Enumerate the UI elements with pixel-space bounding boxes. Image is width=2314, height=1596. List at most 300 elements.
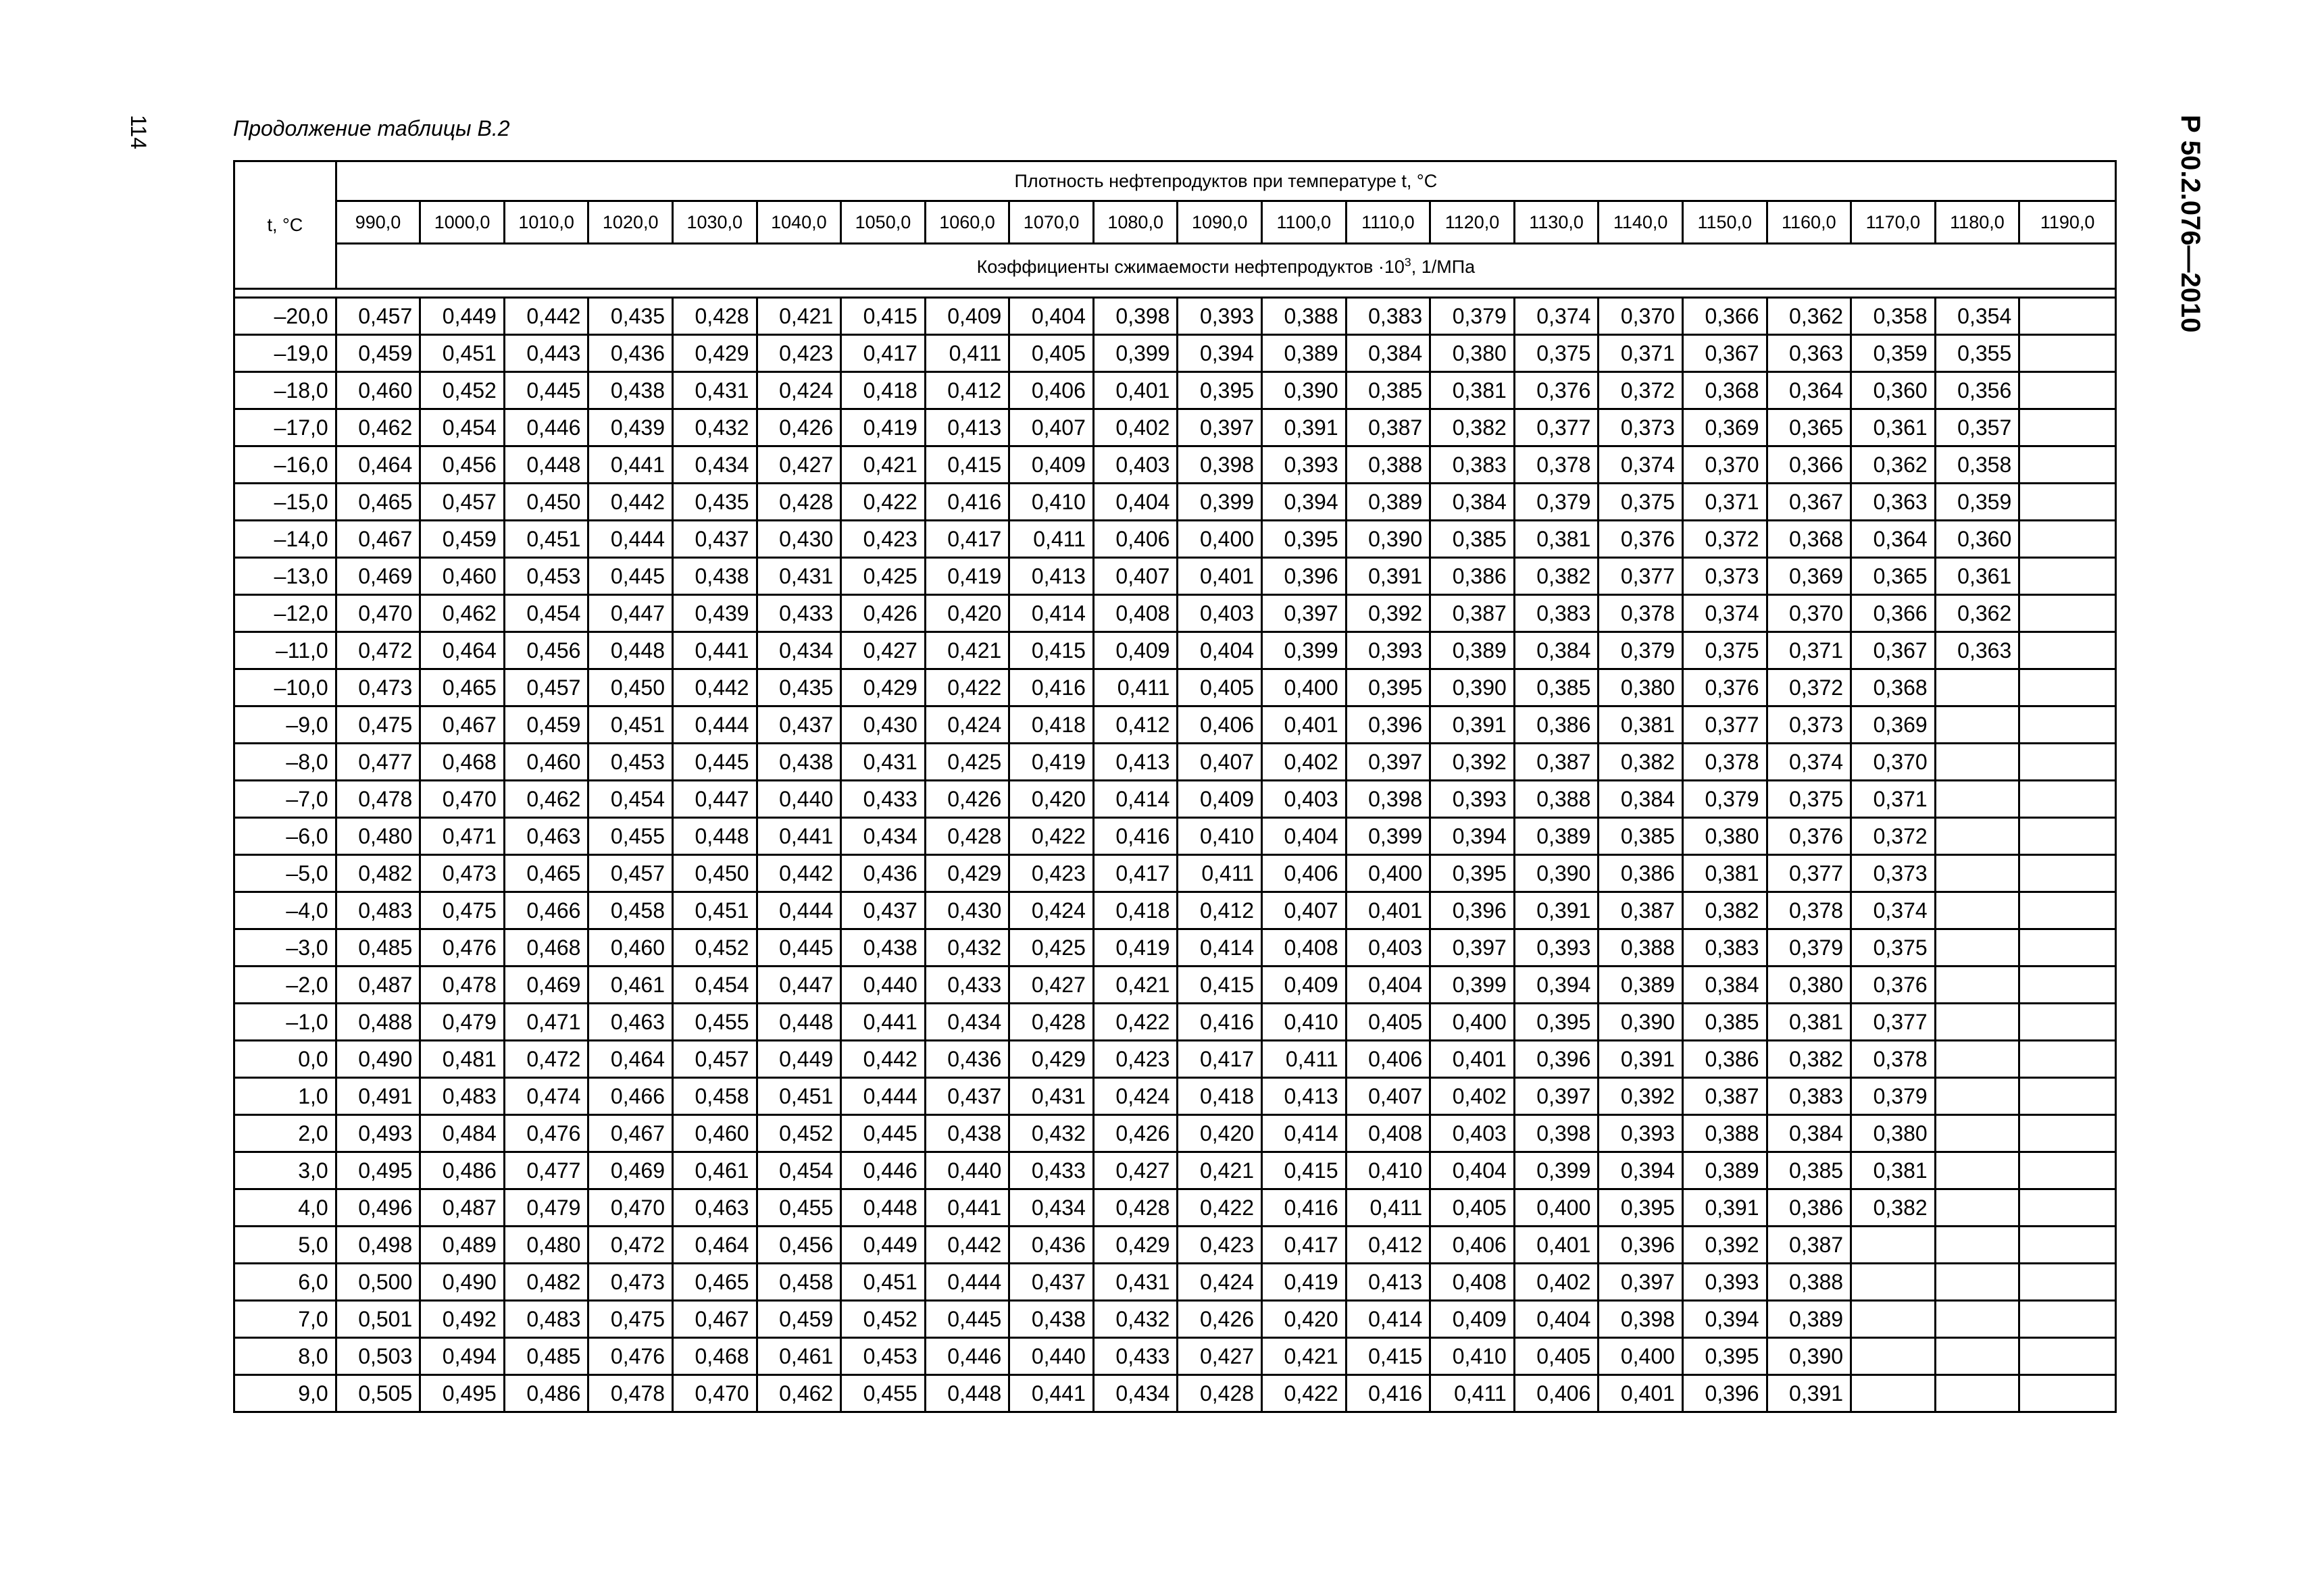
coefficient-cell: 0,471 bbox=[420, 818, 505, 855]
temperature-cell: –13,0 bbox=[234, 558, 336, 595]
coefficient-cell: 0,481 bbox=[420, 1041, 505, 1078]
coefficient-cell: 0,419 bbox=[1093, 929, 1178, 967]
coefficient-cell: 0,418 bbox=[1178, 1078, 1262, 1115]
coefficient-cell: 0,452 bbox=[420, 372, 505, 409]
coefficient-cell: 0,383 bbox=[1346, 298, 1430, 335]
coefficient-cell: 0,475 bbox=[420, 892, 505, 929]
coefficient-cell: 0,433 bbox=[841, 781, 926, 818]
coefficient-cell: 0,371 bbox=[1682, 484, 1767, 521]
coefficient-cell: 0,362 bbox=[1935, 595, 2019, 632]
coefficient-cell: 0,465 bbox=[420, 669, 505, 706]
coefficient-cell: 0,417 bbox=[925, 521, 1009, 558]
temperature-cell: 2,0 bbox=[234, 1115, 336, 1152]
coefficient-cell bbox=[2019, 1227, 2116, 1264]
coefficient-cell: 0,396 bbox=[1346, 706, 1430, 744]
coefficient-cell: 0,400 bbox=[1346, 855, 1430, 892]
coefficient-cell: 0,443 bbox=[504, 335, 588, 372]
coefficient-cell: 0,381 bbox=[1430, 372, 1515, 409]
coefficient-cell: 0,381 bbox=[1682, 855, 1767, 892]
coefficient-cell: 0,356 bbox=[1935, 372, 2019, 409]
coefficient-cell: 0,415 bbox=[1346, 1338, 1430, 1375]
temperature-cell: 6,0 bbox=[234, 1264, 336, 1301]
coefficient-cell: 0,465 bbox=[336, 484, 420, 521]
table-row bbox=[234, 818, 2116, 855]
coefficient-cell: 0,430 bbox=[841, 706, 926, 744]
temperature-cell: –8,0 bbox=[234, 744, 336, 781]
density-header-cell: 1040,0 bbox=[757, 201, 841, 244]
coefficient-cell: 0,377 bbox=[1767, 855, 1851, 892]
coefficient-cell: 0,369 bbox=[1767, 558, 1851, 595]
coefficient-cell: 0,415 bbox=[925, 446, 1009, 484]
coefficient-cell: 0,421 bbox=[1093, 967, 1178, 1004]
coefficient-cell: 0,385 bbox=[1430, 521, 1515, 558]
coefficient-cell: 0,400 bbox=[1262, 669, 1347, 706]
coefficient-cell: 0,394 bbox=[1178, 335, 1262, 372]
coefficient-cell: 0,436 bbox=[588, 335, 673, 372]
temperature-cell: –12,0 bbox=[234, 595, 336, 632]
coefficient-cell: 0,413 bbox=[1346, 1264, 1430, 1301]
coefficient-cell: 0,451 bbox=[673, 892, 757, 929]
coefficient-cell: 0,451 bbox=[504, 521, 588, 558]
coefficient-cell: 0,478 bbox=[588, 1375, 673, 1412]
coefficient-cell bbox=[1935, 1227, 2019, 1264]
coefficient-cell: 0,410 bbox=[1009, 484, 1094, 521]
coefficient-cell: 0,399 bbox=[1346, 818, 1430, 855]
coefficient-cell: 0,389 bbox=[1599, 967, 1683, 1004]
coefficient-cell: 0,398 bbox=[1093, 298, 1178, 335]
coefficient-cell: 0,408 bbox=[1262, 929, 1347, 967]
coefficient-cell: 0,437 bbox=[673, 521, 757, 558]
coefficient-cell: 0,363 bbox=[1935, 632, 2019, 669]
coefficient-cell bbox=[2019, 967, 2116, 1004]
coefficient-cell: 0,420 bbox=[1009, 781, 1094, 818]
coefficient-cell: 0,408 bbox=[1430, 1264, 1515, 1301]
coefficient-cell bbox=[2019, 706, 2116, 744]
temperature-cell: 0,0 bbox=[234, 1041, 336, 1078]
coefficient-cell: 0,424 bbox=[1178, 1264, 1262, 1301]
coefficient-cell: 0,459 bbox=[757, 1301, 841, 1338]
coefficient-cell: 0,421 bbox=[841, 446, 926, 484]
coefficient-cell: 0,382 bbox=[1599, 744, 1683, 781]
table-row bbox=[234, 1301, 2116, 1338]
coefficient-cell: 0,472 bbox=[336, 632, 420, 669]
coefficient-cell: 0,401 bbox=[1346, 892, 1430, 929]
coefficient-cell: 0,400 bbox=[1178, 521, 1262, 558]
coefficient-cell: 0,445 bbox=[673, 744, 757, 781]
coefficient-cell: 0,485 bbox=[504, 1338, 588, 1375]
coefficient-cell: 0,360 bbox=[1935, 521, 2019, 558]
coefficient-cell: 0,401 bbox=[1178, 558, 1262, 595]
coefficient-cell: 0,452 bbox=[673, 929, 757, 967]
coefficient-cell: 0,485 bbox=[336, 929, 420, 967]
coefficient-cell: 0,433 bbox=[757, 595, 841, 632]
coefficient-cell: 0,432 bbox=[925, 929, 1009, 967]
coefficient-cell: 0,486 bbox=[420, 1152, 505, 1189]
coefficient-cell: 0,403 bbox=[1346, 929, 1430, 967]
coefficient-cell: 0,376 bbox=[1514, 372, 1599, 409]
coefficient-cell: 0,391 bbox=[1514, 892, 1599, 929]
table-row bbox=[234, 298, 2116, 335]
coefficient-cell: 0,435 bbox=[588, 298, 673, 335]
coefficient-cell: 0,444 bbox=[925, 1264, 1009, 1301]
coefficient-cell: 0,361 bbox=[1935, 558, 2019, 595]
coefficient-cell: 0,368 bbox=[1682, 372, 1767, 409]
coefficient-cell: 0,495 bbox=[420, 1375, 505, 1412]
coefficient-cell: 0,392 bbox=[1599, 1078, 1683, 1115]
coefficient-cell: 0,410 bbox=[1346, 1152, 1430, 1189]
temperature-cell: –1,0 bbox=[234, 1004, 336, 1041]
coefficient-cell: 0,448 bbox=[841, 1189, 926, 1227]
density-header-cell: 1000,0 bbox=[420, 201, 505, 244]
coefficient-cell: 0,465 bbox=[504, 855, 588, 892]
coefficient-cell: 0,440 bbox=[757, 781, 841, 818]
coefficient-cell: 0,455 bbox=[841, 1375, 926, 1412]
coefficient-cell: 0,386 bbox=[1430, 558, 1515, 595]
coefficient-cell: 0,424 bbox=[1093, 1078, 1178, 1115]
coefficient-cell: 0,434 bbox=[1009, 1189, 1094, 1227]
table-row bbox=[234, 892, 2116, 929]
coefficient-cell: 0,492 bbox=[420, 1301, 505, 1338]
coefficient-cell: 0,460 bbox=[588, 929, 673, 967]
coefficient-cell: 0,472 bbox=[504, 1041, 588, 1078]
coefficient-cell bbox=[1935, 892, 2019, 929]
coefficient-cell: 0,422 bbox=[1009, 818, 1094, 855]
coefficient-cell: 0,417 bbox=[1093, 855, 1178, 892]
coefficient-cell: 0,407 bbox=[1009, 409, 1094, 446]
coefficient-cell: 0,396 bbox=[1599, 1227, 1683, 1264]
coefficient-cell: 0,469 bbox=[588, 1152, 673, 1189]
coefficient-cell: 0,361 bbox=[1851, 409, 1936, 446]
density-header-cell: 1140,0 bbox=[1599, 201, 1683, 244]
coefficient-cell: 0,468 bbox=[504, 929, 588, 967]
coefficient-cell: 0,400 bbox=[1514, 1189, 1599, 1227]
coefficient-cell: 0,419 bbox=[841, 409, 926, 446]
coefficient-cell: 0,390 bbox=[1430, 669, 1515, 706]
coefficient-cell bbox=[2019, 1264, 2116, 1301]
coefficient-cell: 0,371 bbox=[1851, 781, 1936, 818]
temperature-cell: –14,0 bbox=[234, 521, 336, 558]
coefficient-cell: 0,365 bbox=[1767, 409, 1851, 446]
coefficient-cell: 0,436 bbox=[1009, 1227, 1094, 1264]
coefficient-cell: 0,476 bbox=[588, 1338, 673, 1375]
coefficient-cell: 0,435 bbox=[757, 669, 841, 706]
coefficient-cell: 0,457 bbox=[420, 484, 505, 521]
coefficient-cell: 0,393 bbox=[1682, 1264, 1767, 1301]
coefficient-cell: 0,390 bbox=[1262, 372, 1347, 409]
table-row bbox=[234, 967, 2116, 1004]
coefficient-cell: 0,404 bbox=[1178, 632, 1262, 669]
coefficient-cell: 0,445 bbox=[504, 372, 588, 409]
coefficient-cell: 0,415 bbox=[1262, 1152, 1347, 1189]
coefficient-cell: 0,451 bbox=[588, 706, 673, 744]
coefficient-cell: 0,410 bbox=[1430, 1338, 1515, 1375]
coefficient-cell: 0,438 bbox=[1009, 1301, 1094, 1338]
coefficient-cell: 0,445 bbox=[841, 1115, 926, 1152]
coefficient-cell: 0,495 bbox=[336, 1152, 420, 1189]
coefficient-cell bbox=[2019, 929, 2116, 967]
coefficient-cell: 0,441 bbox=[841, 1004, 926, 1041]
coefficient-cell: 0,444 bbox=[588, 521, 673, 558]
density-header-cell: 1100,0 bbox=[1262, 201, 1347, 244]
coefficient-cell: 0,422 bbox=[1178, 1189, 1262, 1227]
coefficient-cell: 0,391 bbox=[1599, 1041, 1683, 1078]
coefficient-cell: 0,389 bbox=[1346, 484, 1430, 521]
coefficient-cell: 0,444 bbox=[757, 892, 841, 929]
coefficient-cell: 0,428 bbox=[925, 818, 1009, 855]
coefficient-cell bbox=[2019, 1152, 2116, 1189]
coefficient-cell: 0,375 bbox=[1514, 335, 1599, 372]
coefficient-cell: 0,426 bbox=[1093, 1115, 1178, 1152]
coefficient-cell: 0,426 bbox=[841, 595, 926, 632]
coefficient-cell: 0,371 bbox=[1599, 335, 1683, 372]
coefficient-cell: 0,389 bbox=[1682, 1152, 1767, 1189]
temperature-cell: 9,0 bbox=[234, 1375, 336, 1412]
coefficient-cell: 0,409 bbox=[925, 298, 1009, 335]
coefficient-cell: 0,406 bbox=[1262, 855, 1347, 892]
coefficient-cell: 0,371 bbox=[1767, 632, 1851, 669]
table-row bbox=[234, 1264, 2116, 1301]
coefficient-cell: 0,468 bbox=[420, 744, 505, 781]
coefficient-cell: 0,396 bbox=[1430, 892, 1515, 929]
coefficient-cell: 0,391 bbox=[1262, 409, 1347, 446]
coefficient-cell: 0,395 bbox=[1178, 372, 1262, 409]
coefficient-cell: 0,395 bbox=[1430, 855, 1515, 892]
table-row bbox=[234, 558, 2116, 595]
coefficient-cell: 0,462 bbox=[420, 595, 505, 632]
coefficient-cell: 0,420 bbox=[1262, 1301, 1347, 1338]
coefficient-cell: 0,400 bbox=[1430, 1004, 1515, 1041]
coefficient-cell: 0,456 bbox=[420, 446, 505, 484]
coefficient-cell: 0,452 bbox=[841, 1301, 926, 1338]
coefficient-cell: 0,406 bbox=[1093, 521, 1178, 558]
coefficient-cell: 0,441 bbox=[925, 1189, 1009, 1227]
coefficient-cell: 0,376 bbox=[1851, 967, 1936, 1004]
coefficient-cell: 0,465 bbox=[673, 1264, 757, 1301]
coefficient-cell: 0,409 bbox=[1093, 632, 1178, 669]
coefficient-cell: 0,444 bbox=[673, 706, 757, 744]
coefficient-cell: 0,388 bbox=[1682, 1115, 1767, 1152]
coefficient-cell: 0,424 bbox=[1009, 892, 1094, 929]
coefficient-cell bbox=[2019, 1004, 2116, 1041]
coefficient-cell: 0,464 bbox=[336, 446, 420, 484]
coefficient-cell: 0,467 bbox=[588, 1115, 673, 1152]
coefficient-cell: 0,459 bbox=[504, 706, 588, 744]
coefficient-cell: 0,411 bbox=[1430, 1375, 1515, 1412]
coefficient-cell: 0,398 bbox=[1346, 781, 1430, 818]
coefficient-cell: 0,362 bbox=[1851, 446, 1936, 484]
coefficient-cell: 0,444 bbox=[841, 1078, 926, 1115]
density-header-cell: 1170,0 bbox=[1851, 201, 1936, 244]
coefficient-cell: 0,395 bbox=[1599, 1189, 1683, 1227]
coefficient-cell: 0,375 bbox=[1682, 632, 1767, 669]
coefficient-cell: 0,390 bbox=[1767, 1338, 1851, 1375]
coefficient-cell: 0,460 bbox=[336, 372, 420, 409]
coefficient-cell: 0,370 bbox=[1682, 446, 1767, 484]
coefficient-cell: 0,383 bbox=[1514, 595, 1599, 632]
coefficient-cell: 0,409 bbox=[1009, 446, 1094, 484]
coefficient-cell: 0,382 bbox=[1767, 1041, 1851, 1078]
coefficient-cell: 0,413 bbox=[1262, 1078, 1347, 1115]
coefficient-cell: 0,418 bbox=[1009, 706, 1094, 744]
coefficient-cell: 0,422 bbox=[841, 484, 926, 521]
coefficient-cell: 0,428 bbox=[1093, 1189, 1178, 1227]
coefficient-cell: 0,487 bbox=[420, 1189, 505, 1227]
coefficient-cell: 0,445 bbox=[925, 1301, 1009, 1338]
coefficient-cell bbox=[1935, 967, 2019, 1004]
coefficient-cell: 0,414 bbox=[1178, 929, 1262, 967]
coefficient-cell: 0,377 bbox=[1514, 409, 1599, 446]
coefficient-cell: 0,437 bbox=[757, 706, 841, 744]
coefficient-cell: 0,426 bbox=[1178, 1301, 1262, 1338]
coefficient-cell: 0,393 bbox=[1514, 929, 1599, 967]
coefficient-cell: 0,404 bbox=[1346, 967, 1430, 1004]
coefficient-cell: 0,461 bbox=[673, 1152, 757, 1189]
coefficient-cell: 0,427 bbox=[841, 632, 926, 669]
coefficient-cell: 0,420 bbox=[925, 595, 1009, 632]
coefficient-cell: 0,397 bbox=[1514, 1078, 1599, 1115]
coefficient-cell: 0,427 bbox=[1009, 967, 1094, 1004]
coefficient-cell: 0,372 bbox=[1599, 372, 1683, 409]
coefficient-cell bbox=[2019, 298, 2116, 335]
coefficient-cell: 0,448 bbox=[925, 1375, 1009, 1412]
coefficient-cell: 0,379 bbox=[1514, 484, 1599, 521]
coefficient-cell: 0,402 bbox=[1093, 409, 1178, 446]
coefficient-cell: 0,437 bbox=[1009, 1264, 1094, 1301]
coefficient-cell: 0,395 bbox=[1682, 1338, 1767, 1375]
coefficient-cell: 0,425 bbox=[841, 558, 926, 595]
coefficient-cell: 0,483 bbox=[336, 892, 420, 929]
table-row bbox=[234, 1227, 2116, 1264]
coefficient-cell: 0,417 bbox=[1262, 1227, 1347, 1264]
table-row bbox=[234, 521, 2116, 558]
table-row bbox=[234, 1375, 2116, 1412]
table-row bbox=[234, 706, 2116, 744]
coefficient-cell: 0,391 bbox=[1346, 558, 1430, 595]
coefficient-cell: 0,452 bbox=[757, 1115, 841, 1152]
coefficient-cell: 0,396 bbox=[1682, 1375, 1767, 1412]
coefficient-cell bbox=[1851, 1264, 1936, 1301]
coefficient-cell: 0,486 bbox=[504, 1375, 588, 1412]
temperature-cell: 3,0 bbox=[234, 1152, 336, 1189]
coefficient-cell: 0,387 bbox=[1430, 595, 1515, 632]
coefficient-cell bbox=[2019, 892, 2116, 929]
coefficient-cell bbox=[1935, 669, 2019, 706]
coefficient-cell: 0,429 bbox=[1009, 1041, 1094, 1078]
coefficient-cell: 0,363 bbox=[1851, 484, 1936, 521]
coefficient-cell: 0,378 bbox=[1767, 892, 1851, 929]
coefficient-cell bbox=[1935, 855, 2019, 892]
compressibility-table bbox=[233, 160, 2117, 1413]
coefficient-cell: 0,384 bbox=[1514, 632, 1599, 669]
coefficient-cell: 0,378 bbox=[1514, 446, 1599, 484]
coefficient-cell: 0,386 bbox=[1599, 855, 1683, 892]
coefficient-cell: 0,428 bbox=[1178, 1375, 1262, 1412]
coefficient-cell: 0,467 bbox=[336, 521, 420, 558]
coefficient-cell: 0,475 bbox=[588, 1301, 673, 1338]
coefficient-cell bbox=[2019, 632, 2116, 669]
coefficient-cell: 0,402 bbox=[1262, 744, 1347, 781]
density-header-cell: 1020,0 bbox=[588, 201, 673, 244]
coefficient-cell: 0,416 bbox=[1009, 669, 1094, 706]
coefficient-cell: 0,422 bbox=[925, 669, 1009, 706]
coefficient-cell: 0,379 bbox=[1851, 1078, 1936, 1115]
coefficient-cell: 0,429 bbox=[841, 669, 926, 706]
coefficient-cell: 0,460 bbox=[420, 558, 505, 595]
coefficient-cell: 0,503 bbox=[336, 1338, 420, 1375]
coefficient-cell: 0,475 bbox=[336, 706, 420, 744]
coefficient-cell: 0,484 bbox=[420, 1115, 505, 1152]
temperature-cell: –10,0 bbox=[234, 669, 336, 706]
coefficient-cell: 0,354 bbox=[1935, 298, 2019, 335]
coefficient-cell: 0,381 bbox=[1851, 1152, 1936, 1189]
table-row bbox=[234, 1078, 2116, 1115]
coefficient-cell: 0,457 bbox=[504, 669, 588, 706]
table-row bbox=[234, 484, 2116, 521]
coefficient-cell: 0,397 bbox=[1178, 409, 1262, 446]
coefficient-cell: 0,368 bbox=[1851, 669, 1936, 706]
density-header-cell: 1030,0 bbox=[673, 201, 757, 244]
coefficient-cell: 0,386 bbox=[1514, 706, 1599, 744]
coefficient-cell: 0,377 bbox=[1599, 558, 1683, 595]
coefficient-cell: 0,370 bbox=[1599, 298, 1683, 335]
coefficient-cell: 0,482 bbox=[504, 1264, 588, 1301]
table-row bbox=[234, 1338, 2116, 1375]
coefficient-cell: 0,449 bbox=[841, 1227, 926, 1264]
coefficient-cell: 0,423 bbox=[1178, 1227, 1262, 1264]
coefficient-cell bbox=[1935, 818, 2019, 855]
coefficient-cell: 0,362 bbox=[1767, 298, 1851, 335]
coefficient-cell: 0,358 bbox=[1851, 298, 1936, 335]
coefficient-cell: 0,415 bbox=[1009, 632, 1094, 669]
coefficient-cell: 0,476 bbox=[504, 1115, 588, 1152]
coefficient-cell: 0,393 bbox=[1346, 632, 1430, 669]
coefficient-cell: 0,427 bbox=[1093, 1152, 1178, 1189]
coefficient-cell: 0,446 bbox=[504, 409, 588, 446]
coefficient-cell: 0,434 bbox=[925, 1004, 1009, 1041]
coefficient-cell: 0,412 bbox=[1346, 1227, 1430, 1264]
coefficient-cell: 0,373 bbox=[1599, 409, 1683, 446]
coefficient-cell: 0,472 bbox=[588, 1227, 673, 1264]
table-row bbox=[234, 1189, 2116, 1227]
coefficient-cell: 0,377 bbox=[1682, 706, 1767, 744]
coefficient-cell: 0,416 bbox=[925, 484, 1009, 521]
coefficient-cell: 0,407 bbox=[1346, 1078, 1430, 1115]
coefficient-cell: 0,401 bbox=[1262, 706, 1347, 744]
coefficient-cell: 0,380 bbox=[1767, 967, 1851, 1004]
coefficient-cell: 0,372 bbox=[1851, 818, 1936, 855]
coefficient-cell: 0,445 bbox=[588, 558, 673, 595]
coefficient-cell: 0,376 bbox=[1599, 521, 1683, 558]
coefficient-cell: 0,414 bbox=[1009, 595, 1094, 632]
coefficient-cell: 0,449 bbox=[757, 1041, 841, 1078]
coefficient-cell: 0,400 bbox=[1599, 1338, 1683, 1375]
coefficient-cell: 0,373 bbox=[1682, 558, 1767, 595]
coefficient-cell: 0,427 bbox=[1178, 1338, 1262, 1375]
coefficient-cell: 0,393 bbox=[1430, 781, 1515, 818]
coefficient-cell: 0,387 bbox=[1514, 744, 1599, 781]
coefficient-cell: 0,463 bbox=[588, 1004, 673, 1041]
coefficient-cell: 0,367 bbox=[1851, 632, 1936, 669]
coefficient-cell: 0,420 bbox=[1178, 1115, 1262, 1152]
coefficient-cell: 0,459 bbox=[420, 521, 505, 558]
coefficient-cell: 0,384 bbox=[1430, 484, 1515, 521]
coefficient-cell: 0,413 bbox=[925, 409, 1009, 446]
coefficient-cell: 0,394 bbox=[1262, 484, 1347, 521]
coefficient-cell: 0,384 bbox=[1346, 335, 1430, 372]
coefficient-cell: 0,364 bbox=[1851, 521, 1936, 558]
coefficient-cell: 0,470 bbox=[673, 1375, 757, 1412]
coefficient-cell: 0,459 bbox=[336, 335, 420, 372]
